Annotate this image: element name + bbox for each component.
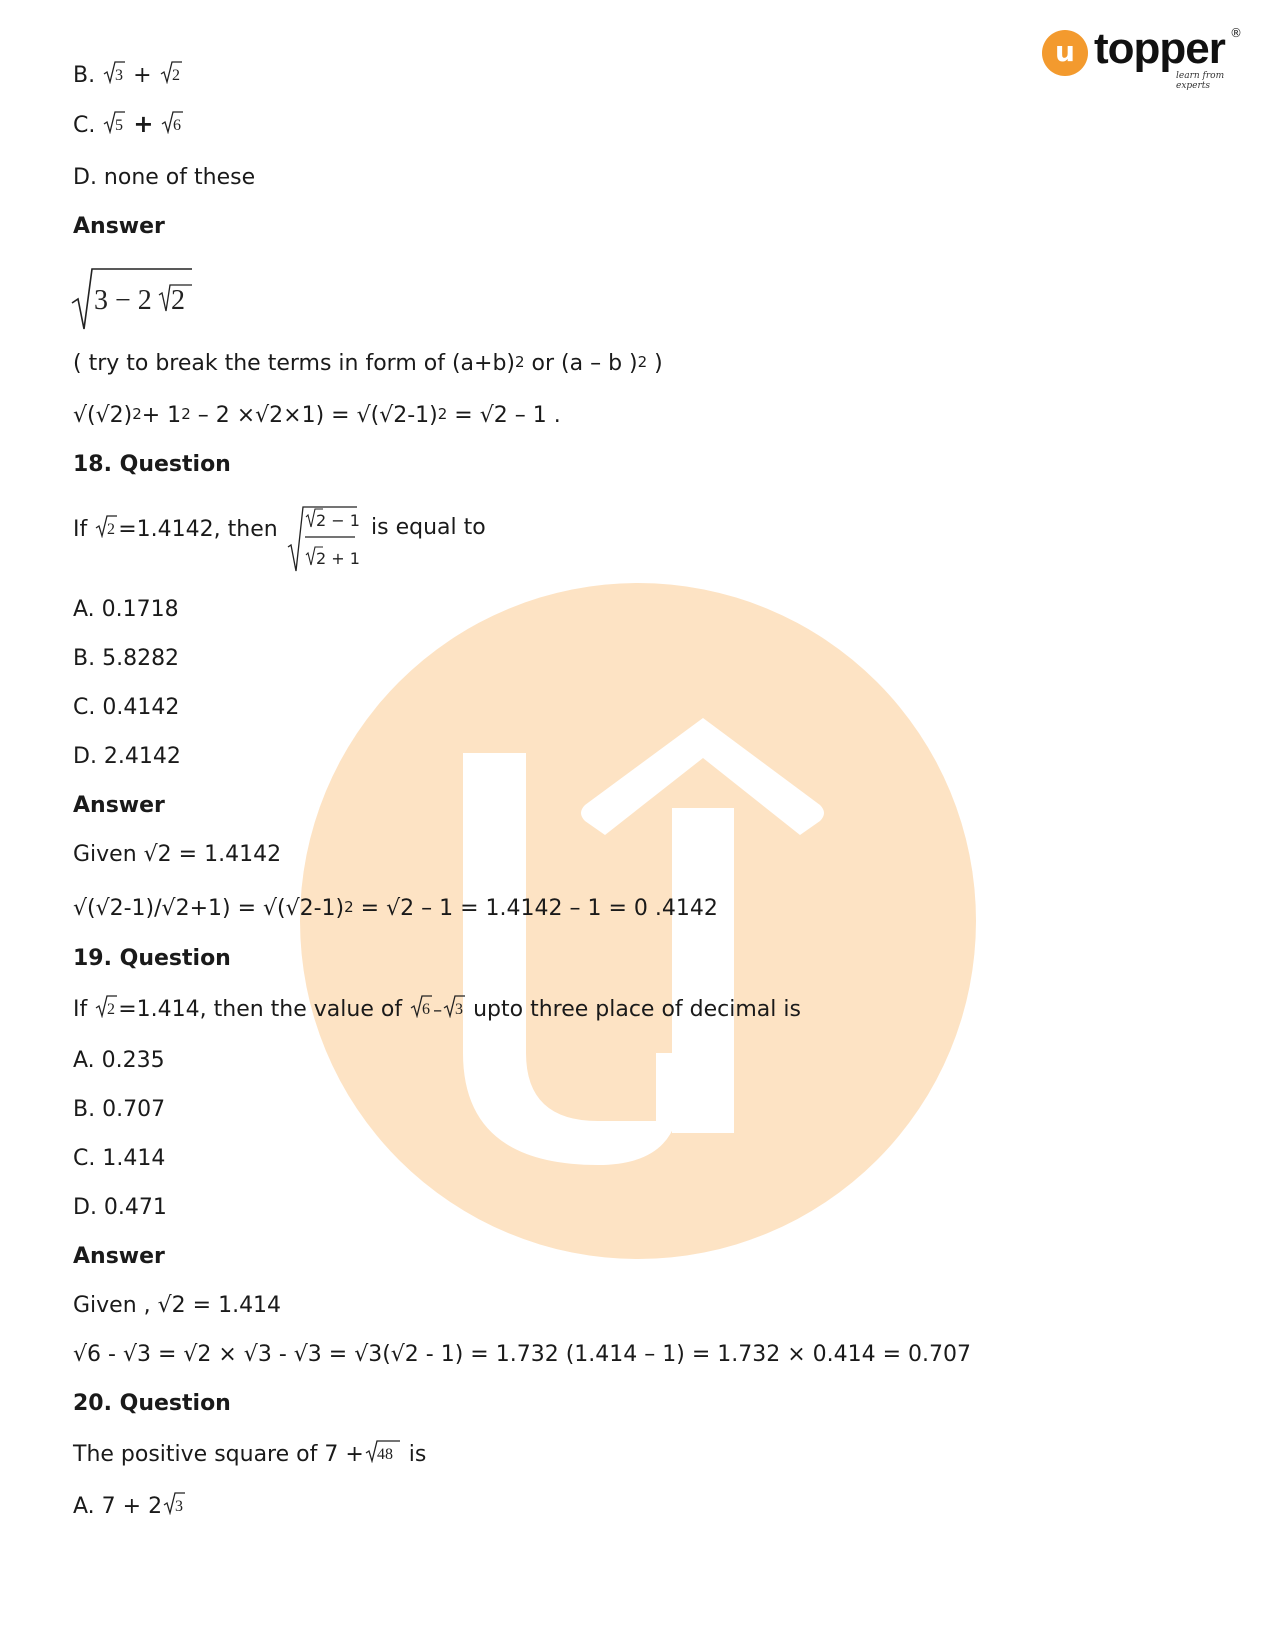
svg-text:2: 2 — [107, 1001, 116, 1018]
q19-heading: 19. Question — [73, 946, 231, 971]
svg-text:6: 6 — [422, 1001, 431, 1018]
sqrt-icon — [103, 60, 125, 84]
logo-tagline: learn from experts — [1176, 71, 1225, 91]
q19-text: If 2 =1.414, then the value of 6 – 3 upto three place of decimal is — [73, 994, 801, 1025]
option-c: C. 1.414 — [73, 1146, 166, 1171]
logo-wordmark: topper — [1094, 24, 1225, 73]
q18-given: Given √2 = 1.4142 — [73, 842, 282, 867]
sqrt-icon — [410, 994, 432, 1018]
sqrt-icon — [163, 1491, 185, 1515]
svg-text:3: 3 — [175, 1498, 184, 1515]
registered-mark: ® — [1230, 26, 1242, 40]
sqrt-icon — [365, 1439, 401, 1463]
topper-logo — [1042, 24, 1242, 91]
option-b: B. 0.707 — [73, 1097, 166, 1122]
svg-text:5: 5 — [115, 117, 124, 134]
option-d: D. 0.471 — [73, 1195, 167, 1220]
svg-text:2: 2 — [171, 285, 185, 316]
q17-hint: ( try to break the terms in form of $(a+b)^2$ or (a – b )$^2$ ) — [73, 351, 663, 376]
option-label: B. — [73, 63, 96, 88]
q17-step: $√(√2)^2+ 1^2 - 2 \times√2\times 1) = √(√2-1)^2 = √2 - 1$ . — [73, 403, 561, 428]
q18-solution: $√(√2-1)/√2+1) = √(√2-1)^2 = √2 - 1 = 1.4142 - 1 = 0$ .4142 — [73, 896, 718, 921]
sqrt-icon — [443, 994, 465, 1018]
answer-heading: Answer — [73, 1244, 165, 1269]
svg-text:2 − 1: 2 − 1 — [316, 511, 360, 530]
option-a: A. 0.235 — [73, 1048, 165, 1073]
fraction-expression — [287, 505, 361, 573]
q19-solution: √6 - √3 = √2 × √3 - √3 = √3(√2 - 1) = 1.732 (1.414 – 1) = 1.732 × 0.414 = 0.707 — [73, 1342, 972, 1367]
option-label: C. — [73, 113, 96, 138]
option-c: C. 0.4142 — [73, 695, 180, 720]
svg-text:6: 6 — [173, 117, 182, 134]
option-d: D. 2.4142 — [73, 744, 181, 769]
radical-expression — [70, 265, 195, 333]
q17-option-c: C. 5 + 6 — [73, 110, 182, 138]
sqrt-icon — [95, 514, 117, 538]
answer-heading: Answer — [73, 793, 165, 818]
q20-text: The positive square of 7 + 48 is — [73, 1439, 426, 1469]
q20-heading: 20. Question — [73, 1391, 231, 1416]
sqrt-icon — [161, 110, 183, 134]
q20-option-a: A. 7 + 2 3 — [73, 1491, 186, 1521]
option-b: B. 5.8282 — [73, 646, 180, 671]
q18-text: If 2 =1.4142, then — [73, 514, 278, 544]
sqrt-icon — [95, 994, 117, 1018]
q18-suffix: is equal to — [371, 515, 486, 540]
svg-text:2: 2 — [107, 521, 116, 538]
sqrt-icon — [160, 60, 182, 84]
svg-text:3: 3 — [455, 1001, 464, 1018]
logo-badge: u — [1042, 30, 1088, 76]
watermark-arrow-stem — [672, 808, 734, 1133]
svg-text:3: 3 — [115, 67, 124, 84]
svg-text:3 − 2: 3 − 2 — [94, 285, 152, 316]
q17-option-b: B. 3 + 2 — [73, 60, 183, 90]
answer-heading: Answer — [73, 214, 165, 239]
option-a: A. 0.1718 — [73, 597, 179, 622]
q18-heading: 18. Question — [73, 452, 231, 477]
q17-option-d: D. none of these — [73, 165, 256, 190]
svg-text:2: 2 — [171, 67, 180, 84]
svg-text:48: 48 — [376, 1446, 393, 1463]
q19-given: Given , √2 = 1.414 — [73, 1293, 282, 1318]
svg-text:2 + 1: 2 + 1 — [316, 549, 360, 568]
sqrt-icon — [103, 110, 125, 134]
